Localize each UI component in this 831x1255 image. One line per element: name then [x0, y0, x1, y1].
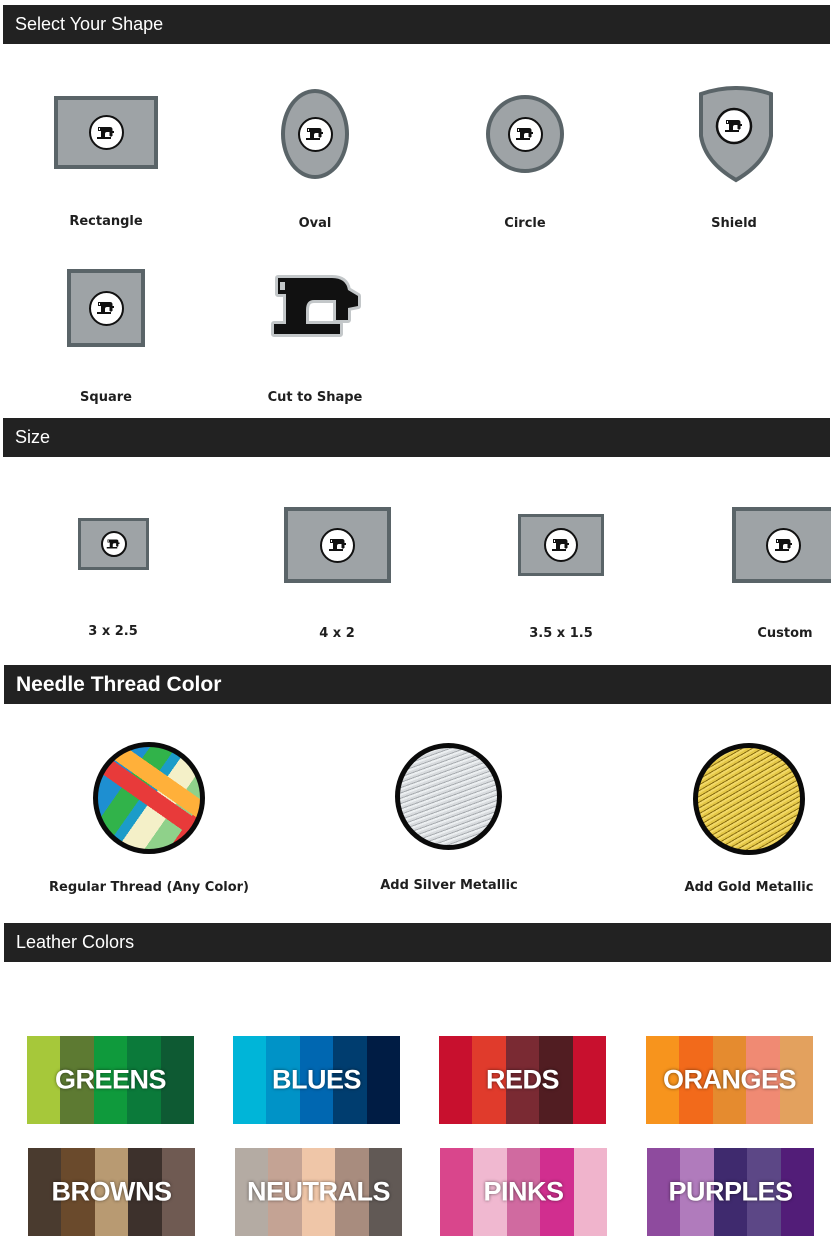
section-title: Select Your Shape	[15, 14, 164, 34]
square-patch-icon	[67, 269, 145, 347]
leather-swatch-browns[interactable]	[28, 1148, 195, 1236]
oval-patch-icon	[281, 89, 349, 179]
rectangle-patch-icon	[54, 96, 158, 169]
size-patch-icon	[78, 518, 149, 570]
sewing-machine-icon	[320, 528, 355, 563]
swatch-label: BROWNS	[51, 1176, 172, 1207]
shape-label: Rectangle	[69, 214, 143, 229]
size-label: 4 x 2	[319, 626, 355, 641]
shield-patch-icon	[697, 86, 775, 184]
thread-label: Add Gold Metallic	[684, 880, 814, 895]
size-label: 3 x 2.5	[88, 624, 138, 639]
section-header-leather	[4, 923, 831, 962]
sewing-machine-icon	[298, 117, 333, 152]
silver-thread-icon	[395, 743, 502, 850]
size-label: Custom	[757, 626, 813, 641]
circle-patch-icon	[486, 95, 564, 173]
leather-swatch-neutrals[interactable]	[235, 1148, 402, 1236]
swatch-label: PINKS	[483, 1176, 564, 1207]
shape-label: Oval	[298, 216, 332, 231]
thread-spools-icon	[93, 742, 205, 854]
leather-swatch-pinks[interactable]	[440, 1148, 607, 1236]
sewing-machine-icon	[508, 117, 543, 152]
section-header-size	[3, 418, 830, 457]
section-title: Needle Thread Color	[16, 672, 222, 696]
thread-label: Regular Thread (Any Color)	[49, 880, 249, 895]
shape-label: Square	[80, 390, 132, 405]
leather-swatch-blues[interactable]	[233, 1036, 400, 1124]
sewing-machine-icon	[544, 528, 578, 562]
swatch-label: NEUTRALS	[247, 1176, 390, 1207]
section-header-shape	[3, 5, 830, 44]
size-patch-icon	[732, 507, 831, 583]
sewing-machine-icon	[766, 528, 801, 563]
sewing-machine-icon	[89, 115, 124, 150]
sewing-machine-cutout-icon	[270, 272, 364, 340]
swatch-label: PURPLES	[668, 1176, 793, 1207]
thread-label: Add Silver Metallic	[380, 878, 518, 893]
swatch-label: BLUES	[271, 1064, 361, 1095]
leather-swatch-purples[interactable]	[647, 1148, 814, 1236]
section-title: Size	[15, 427, 51, 447]
swatch-label: REDS	[485, 1064, 559, 1095]
swatch-label: ORANGES	[662, 1064, 797, 1095]
shape-label: Cut to Shape	[267, 390, 363, 405]
leather-swatch-reds[interactable]	[439, 1036, 606, 1124]
size-patch-icon	[284, 507, 391, 583]
gold-thread-icon	[693, 743, 805, 855]
leather-swatch-oranges[interactable]	[646, 1036, 813, 1124]
leather-swatch-greens[interactable]	[27, 1036, 194, 1124]
size-label: 3.5 x 1.5	[529, 626, 593, 641]
shape-label: Circle	[504, 216, 546, 231]
swatch-label: GREENS	[54, 1064, 167, 1095]
shape-label: Shield	[711, 216, 757, 231]
section-title: Leather Colors	[16, 932, 135, 952]
sewing-machine-icon	[89, 291, 124, 326]
size-patch-icon	[518, 514, 604, 576]
section-header-thread	[4, 665, 831, 704]
sewing-machine-icon	[101, 531, 127, 557]
